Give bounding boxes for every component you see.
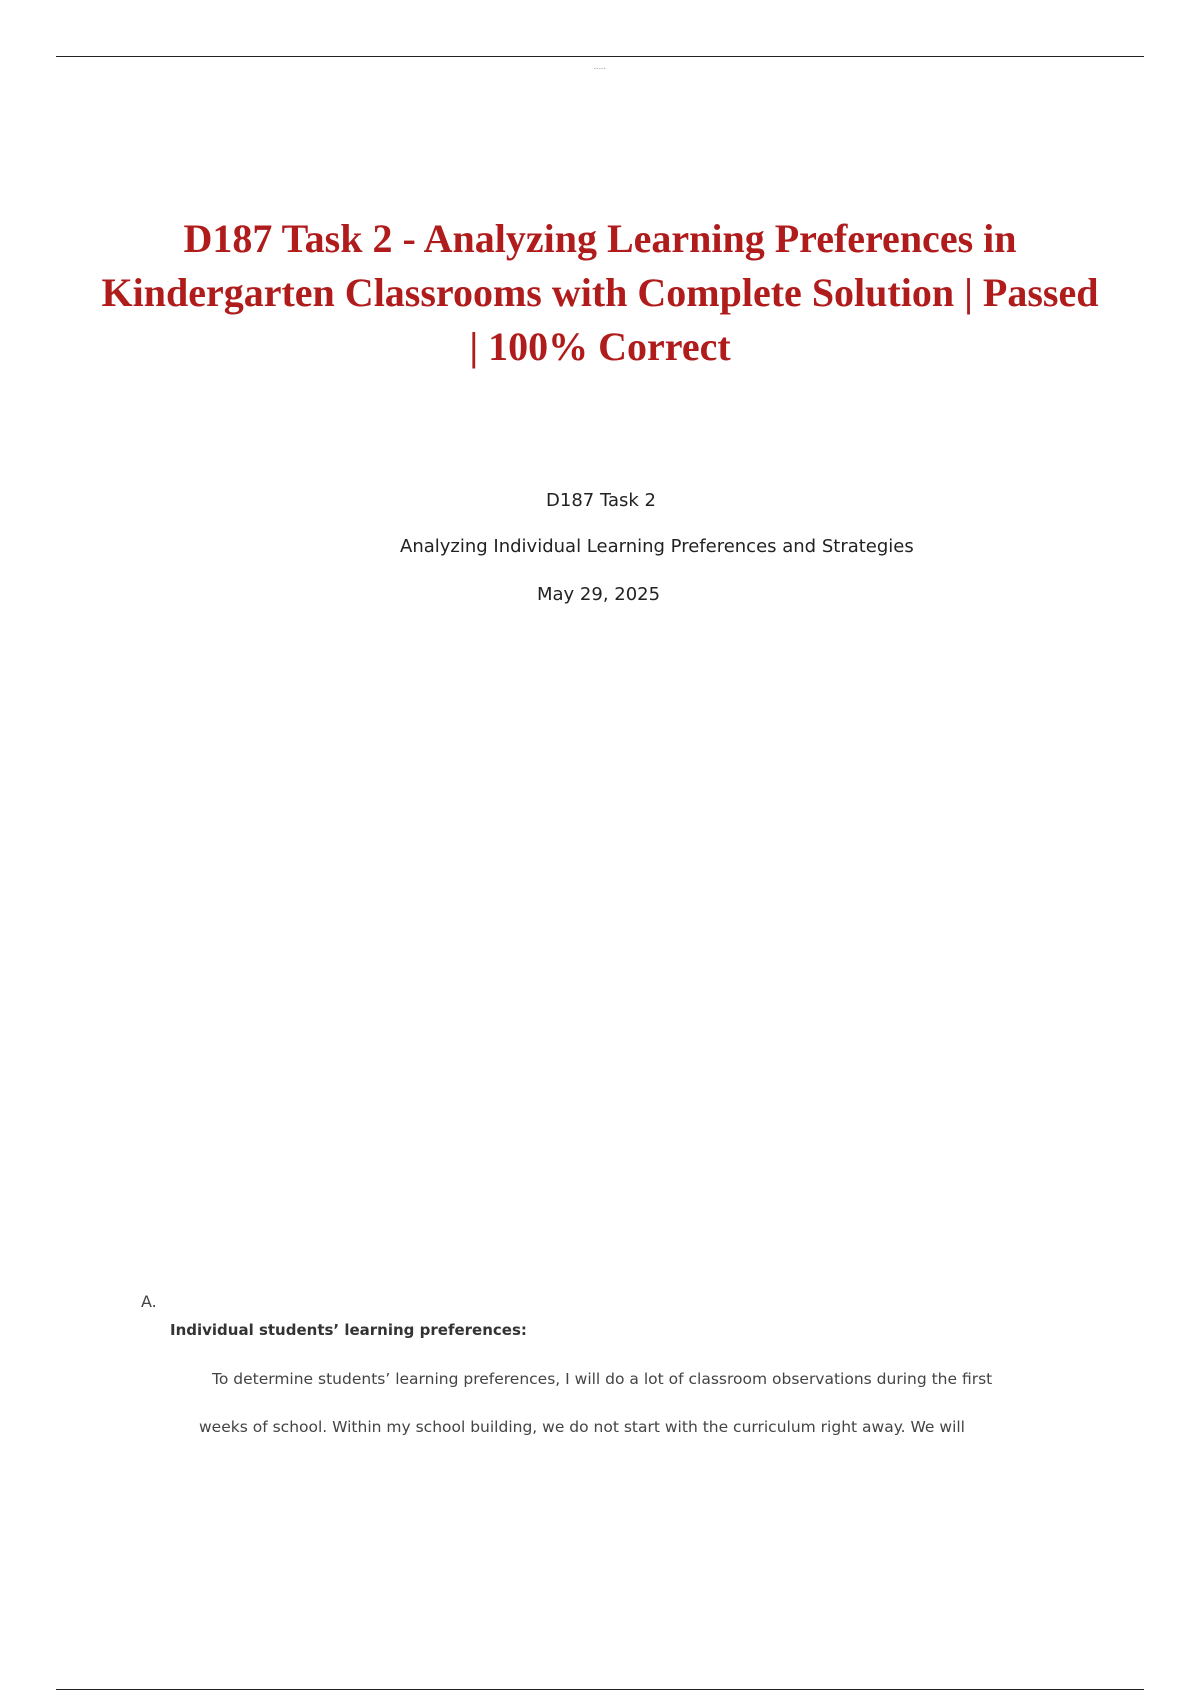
body-paragraph-line: weeks of school. Within my school building, we do not start with the curriculum right away. We will bbox=[199, 1418, 965, 1436]
top-rule bbox=[56, 56, 1144, 57]
cover-date: May 29, 2025 bbox=[537, 584, 661, 605]
cover-course: D187 Task 2 bbox=[546, 490, 656, 511]
header-mark: ----- bbox=[593, 66, 607, 72]
body-paragraph-line: To determine students’ learning preferences, I will do a lot of classroom observations during the first bbox=[212, 1370, 993, 1388]
section-heading: Individual students’ learning preferences: bbox=[170, 1321, 527, 1339]
section-letter: A. bbox=[141, 1292, 157, 1311]
document-title: D187 Task 2 - Analyzing Learning Preferences in Kindergarten Classrooms with Complete Solution | Passed | 100% Correct bbox=[101, 216, 1099, 369]
bottom-rule bbox=[56, 1689, 1144, 1690]
cover-subtitle: Analyzing Individual Learning Preferences and Strategies bbox=[400, 536, 914, 557]
